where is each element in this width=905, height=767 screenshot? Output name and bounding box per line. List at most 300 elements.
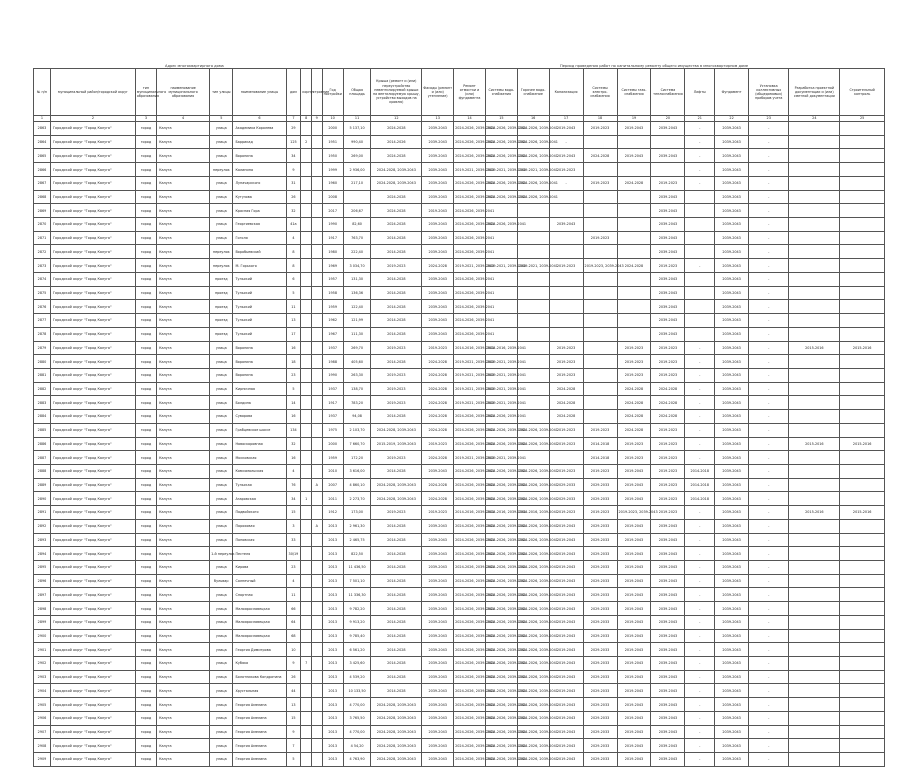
table-cell: 9 [286,725,301,739]
table-cell: 1-й переулок [210,547,233,561]
table-cell [311,561,322,575]
table-cell: 7 660,70 [343,437,371,451]
table-cell: 2039-2043 [651,245,685,259]
table-cell: - [749,135,789,149]
table-cell: 4 [286,574,301,588]
table-cell: 4 763,90 [343,753,371,767]
table-cell [301,561,312,575]
table-cell: 2019-2023 [651,478,685,492]
table-cell: 2024-2026, 2039-2041 [485,574,517,588]
table-cell: - [749,272,789,286]
table-row [34,506,885,520]
table-cell: город [135,300,156,314]
table-cell: 1937 [322,382,343,396]
table-cell: Городской округ "Город Калуга" [50,711,135,725]
table-cell: 2898 [34,602,51,616]
table-cell: 2019-2043 [617,739,651,753]
column-header: тип улицы [210,69,233,116]
table-cell: улица [210,135,233,149]
table-cell: 2013 [322,547,343,561]
table-cell: 269,00 [343,149,371,163]
table-cell: Городской округ "Город Калуга" [50,547,135,561]
table-cell: 2878 [34,327,51,341]
table-cell: - [685,519,715,533]
table-cell: 2019-2023 [422,437,454,451]
table-cell: Калуга [157,218,210,232]
table-cell: 2019-2043 [617,464,651,478]
table-cell: 2019-2043 [617,753,651,767]
table-cell: 2039-2043 [715,286,749,300]
table-cell: Красная Гора [233,204,286,218]
table-cell [840,190,885,204]
table-row [34,190,885,204]
table-cell: город [135,190,156,204]
table-cell: Калуга [157,657,210,671]
table-cell: город [135,259,156,273]
table-cell: 2014-2016, 2039-2041 [485,341,517,355]
table-cell: 2024-2026, 2039-2041 [517,574,549,588]
column-number: 16 [517,116,549,122]
column-header: Год постройки [322,69,343,116]
table-cell [311,698,322,712]
table-cell [789,561,840,575]
table-cell: 5 [286,286,301,300]
table-cell: - [749,478,789,492]
table-cell: 2039-2043 [651,300,685,314]
table-cell [311,725,322,739]
table-cell: 2019-2023, 2039-2043 [617,506,651,520]
table-cell: 2019-2023 [617,451,651,465]
table-cell [617,300,651,314]
table-cell: 2019-2043 [617,478,651,492]
table-cell: - [685,670,715,684]
table-cell: 2019-2023 [549,506,583,520]
table-cell: - [749,698,789,712]
table-cell: 2024-2026, 2039-2041 [517,437,549,451]
table-cell: 990,40 [343,135,371,149]
table-cell: 2019-2023 [651,368,685,382]
table-cell: - [749,314,789,328]
table-cell: 2019-2023 [651,464,685,478]
table-cell [617,245,651,259]
table-cell [311,657,322,671]
table-cell [583,410,617,424]
table-cell: город [135,286,156,300]
table-cell: 2024-2028, 2039-2043 [371,711,422,725]
table-cell: 2897 [34,588,51,602]
table-cell: 2892 [34,519,51,533]
table-cell: 2039-2043 [651,190,685,204]
table-cell: улица [210,739,233,753]
table-cell: 2029-2033 [583,684,617,698]
table-cell [840,245,885,259]
table-cell: 2024-2026, 2039-2041 [517,519,549,533]
table-cell: Городской округ "Город Калуга" [50,135,135,149]
table-cell: город [135,464,156,478]
table-cell: - [749,368,789,382]
table-cell [583,382,617,396]
table-cell: 2888 [34,464,51,478]
table-cell: город [135,519,156,533]
table-cell [840,355,885,369]
table-cell: Городской округ "Город Калуга" [50,327,135,341]
table-cell [789,327,840,341]
table-cell: 2014-2028 [371,286,422,300]
table-cell: Воронина [233,341,286,355]
table-cell: 2039-2043 [422,629,454,643]
table-cell: 2024-2028, 2039-2043 [371,739,422,753]
table-cell: 2019-2043 [549,547,583,561]
table-cell: улица [210,423,233,437]
table-cell [301,753,312,767]
table-cell: Болотникова Кондратина [233,670,286,684]
table-cell: 2019-2021, 2039-2041 [485,382,517,396]
table-cell: 1917 [322,231,343,245]
table-cell: 2019-2023 [651,259,685,273]
table-cell: 2019-2043 [617,711,651,725]
table-cell: 2039-2043 [651,643,685,657]
table-cell [789,725,840,739]
table-cell: 2902 [34,657,51,671]
table-cell: 2039-2043 [651,561,685,575]
table-cell: - [685,739,715,753]
table-cell [840,698,885,712]
table-cell [840,149,885,163]
table-cell: 17 [286,327,301,341]
table-row [34,176,885,190]
table-cell: город [135,231,156,245]
table-cell: Калуга [157,231,210,245]
table-cell: 2039-2043 [549,218,583,232]
column-header: муниципальный район/городской округ [50,69,135,116]
table-cell: 1999 [322,163,343,177]
table-cell [311,423,322,437]
table-row [34,149,885,163]
table-cell: город [135,410,156,424]
table-cell: Азаровская [233,492,286,506]
table-cell: 10 133,50 [343,684,371,698]
table-cell: проезд [210,300,233,314]
table-cell: 2014-2028 [371,670,422,684]
table-cell: 2039-2043 [422,547,454,561]
table-cell [840,547,885,561]
table-cell: Малоярославецкая [233,629,286,643]
table-cell: 2024-2028 [617,423,651,437]
table-cell: 2019-2023 [549,437,583,451]
table-cell [301,218,312,232]
table-cell: 2039-2043 [422,327,454,341]
table-cell: А [311,478,322,492]
table-cell [311,149,322,163]
table-cell: Георгия Амелина [233,698,286,712]
table-cell: - [549,176,583,190]
table-cell [343,190,371,204]
table-cell: город [135,657,156,671]
column-header: Лифты [685,69,715,116]
table-cell: улица [210,218,233,232]
table-cell [789,492,840,506]
table-cell: Калуга [157,629,210,643]
table-cell: 23 [286,561,301,575]
table-cell: 2013 [322,615,343,629]
table-cell: 10 [286,643,301,657]
table-cell: 2039-2043 [422,643,454,657]
table-cell: 9 [286,657,301,671]
table-cell: 2899 [34,615,51,629]
table-row [34,122,885,136]
table-cell [583,314,617,328]
table-cell: 2039-2043 [715,615,749,629]
table-cell: 2014-2016, 2039-2041 [485,506,517,520]
table-cell: 2039-2043 [651,547,685,561]
table-cell: улица [210,478,233,492]
table-cell: 26 [286,190,301,204]
table-cell: 2024-2026, 2039-2041 [454,437,486,451]
table-cell: 2000 [322,122,343,136]
table-cell: 2039-2043 [651,122,685,136]
table-cell: Георгия Амелина [233,739,286,753]
table-cell: Калуга [157,163,210,177]
table-cell: Калуга [157,272,210,286]
table-cell: 2024-2026, 2039-2041 [485,410,517,424]
table-cell [311,506,322,520]
table-cell: - [749,259,789,273]
table-cell: 41а [286,218,301,232]
table-cell: 1969 [322,259,343,273]
table-cell: - [749,451,789,465]
table-cell: 2024-2028 [422,492,454,506]
table-cell: 9 913,20 [343,615,371,629]
table-cell: 2887 [34,451,51,465]
table-cell [685,327,715,341]
column-header: Системы водо-снабжения [485,69,517,116]
table-cell: 2894 [34,547,51,561]
table-cell [301,176,312,190]
table-cell: 2024-2026, 2039-2041 [517,190,549,204]
table-cell: улица [210,492,233,506]
table-cell: 2904 [34,684,51,698]
table-cell: 2019-2023 [549,341,583,355]
column-header: № п/п [34,69,51,116]
table-cell: 2024-2026, 2039-2041 [454,204,486,218]
table-cell: 2039-2043 [422,272,454,286]
table-cell [840,231,885,245]
table-cell: - [749,327,789,341]
table-cell: 2019-2043 [549,588,583,602]
table-cell: 5 [286,753,301,767]
table-cell [301,327,312,341]
table-row [34,437,885,451]
table-cell: - [749,341,789,355]
table-cell: 2024-2028 [617,176,651,190]
column-number: 5 [210,116,233,122]
table-cell: 222,40 [343,245,371,259]
table-cell [840,314,885,328]
table-cell: 2019-2043 [617,588,651,602]
table-cell: 2039-2043 [422,300,454,314]
table-cell: город [135,218,156,232]
table-cell: 1988 [322,355,343,369]
table-cell: 2039-2043 [715,231,749,245]
table-cell: 16 [286,410,301,424]
table-cell: 2 465,75 [343,533,371,547]
table-cell: улица [210,711,233,725]
table-cell: 2019-2023 [422,506,454,520]
table-cell: 26 [286,670,301,684]
table-cell: 2039-2043 [422,519,454,533]
table-cell: Городской округ "Город Калуга" [50,314,135,328]
table-cell: Городской округ "Город Калуга" [50,245,135,259]
table-cell: 2024-2026, 2039-2041 [485,519,517,533]
table-cell: 13 [286,698,301,712]
table-cell: 2024-2026, 2039-2041 [454,588,486,602]
table-cell: 2024-2026, 2039-2041 [454,218,486,232]
table-cell: 2039-2043 [651,519,685,533]
table-cell: Городской округ "Город Калуга" [50,451,135,465]
table-cell: 2024-2026, 2039-2041 [485,176,517,190]
table-cell: 4 539,20 [343,670,371,684]
column-header: Ремонт отмостки и (или) фундамента [454,69,486,116]
table-cell: Калинина [233,163,286,177]
table-cell [517,272,549,286]
table-cell: 2024-2026, 2039-2041 [485,588,517,602]
table-cell: 2024-2026, 2039-2041 [517,629,549,643]
table-cell: - [685,163,715,177]
table-cell: 2019-2043 [549,698,583,712]
table-cell: 2024-2026, 2039-2041 [485,437,517,451]
column-header: дом [286,69,301,116]
table-cell: 2024-2026, 2039-2041 [485,657,517,671]
table-cell: Калуга [157,464,210,478]
table-cell: 9 [286,163,301,177]
table-cell: улица [210,204,233,218]
table-cell: 2039-2043 [715,711,749,725]
table-cell: 2039-2043 [715,300,749,314]
table-cell: - [749,231,789,245]
table-cell [311,259,322,273]
table-cell: Академика Королева [233,122,286,136]
table-cell: 2014-2028 [371,629,422,643]
table-cell: - [685,451,715,465]
table-cell: город [135,602,156,616]
table-cell: - [749,149,789,163]
table-row [34,533,885,547]
table-cell: 1960 [322,176,343,190]
table-cell: 2029-2033 [583,478,617,492]
table-cell: Пороховая [233,519,286,533]
table-cell: 2024-2026, 2039-2041 [454,231,486,245]
table-cell: 2014-2028 [371,272,422,286]
table-cell: 2039-2043 [651,272,685,286]
table-cell: 2884 [34,410,51,424]
table-cell: 2019-2023 [422,341,454,355]
table-cell: Калуга [157,410,210,424]
table-cell: 405,60 [343,355,371,369]
table-cell: Калуга [157,122,210,136]
table-cell: 2024-2028 [651,382,685,396]
table-cell [840,615,885,629]
table-cell: 1990 [322,368,343,382]
table-cell: 2039-2043 [422,149,454,163]
table-cell [311,327,322,341]
table-cell: 2024-2028, 2039-2043 [371,725,422,739]
table-cell: 2 961,30 [343,519,371,533]
table-cell: переулок [210,259,233,273]
table-cell: Калуга [157,190,210,204]
table-cell: 2029-2033 [549,478,583,492]
table-cell: Тульский [233,327,286,341]
table-cell: 33 [286,533,301,547]
table-cell: 2029-2033 [583,739,617,753]
table-cell: 2024-2026, 2039-2041 [517,670,549,684]
table-cell: город [135,753,156,767]
table-cell [311,547,322,561]
table-cell [301,259,312,273]
table-row [34,643,885,657]
table-cell: 2019-2021, 2039-2041 [454,355,486,369]
table-cell [840,629,885,643]
table-cell: 2039-2043 [422,231,454,245]
table-cell [301,368,312,382]
table-cell: проезд [210,272,233,286]
table-cell [583,163,617,177]
table-cell: город [135,547,156,561]
table-cell: улица [210,122,233,136]
table-cell: 31 [286,176,301,190]
table-cell: Калуга [157,698,210,712]
table-cell: 11 [286,300,301,314]
table-cell: - [685,396,715,410]
table-cell: Новоскоровная [233,437,286,451]
table-cell: - [685,547,715,561]
table-cell [301,574,312,588]
table-cell: 783,20 [343,396,371,410]
table-cell [301,437,312,451]
table-cell [301,300,312,314]
table-row [34,478,885,492]
table-cell: 4 [286,231,301,245]
table-cell: 2019-2023 [583,122,617,136]
table-cell [840,588,885,602]
table-cell: 2024-2026, 2039-2041 [454,698,486,712]
table-cell [685,190,715,204]
table-cell: 2019-2021, 2039-2041 [485,355,517,369]
table-cell: 2014-2028 [371,519,422,533]
table-cell: 2024-2026, 2039-2041 [454,643,486,657]
table-cell: 2024-2026, 2039-2041 [454,547,486,561]
table-cell: 2893 [34,533,51,547]
table-cell: 2039-2043 [715,574,749,588]
table-cell [549,245,583,259]
table-cell [789,163,840,177]
table-cell: 2014-2018 [685,492,715,506]
table-cell: 2019-2023 [549,163,583,177]
table-cell: 2024-2026, 2039-2041 [517,492,549,506]
table-cell: город [135,698,156,712]
table-cell: город [135,382,156,396]
table-cell: улица [210,368,233,382]
table-row [34,588,885,602]
table-cell: 2039-2043 [422,615,454,629]
table-cell: 2024-2028 [422,259,454,273]
table-cell: 2015-2019, 2039-2043 [371,437,422,451]
table-cell: улица [210,464,233,478]
table-cell: 2039-2043 [715,314,749,328]
table-cell: 66 [286,602,301,616]
table-cell: 2039-2043 [715,478,749,492]
table-cell: 2868 [34,190,51,204]
table-cell: город [135,451,156,465]
